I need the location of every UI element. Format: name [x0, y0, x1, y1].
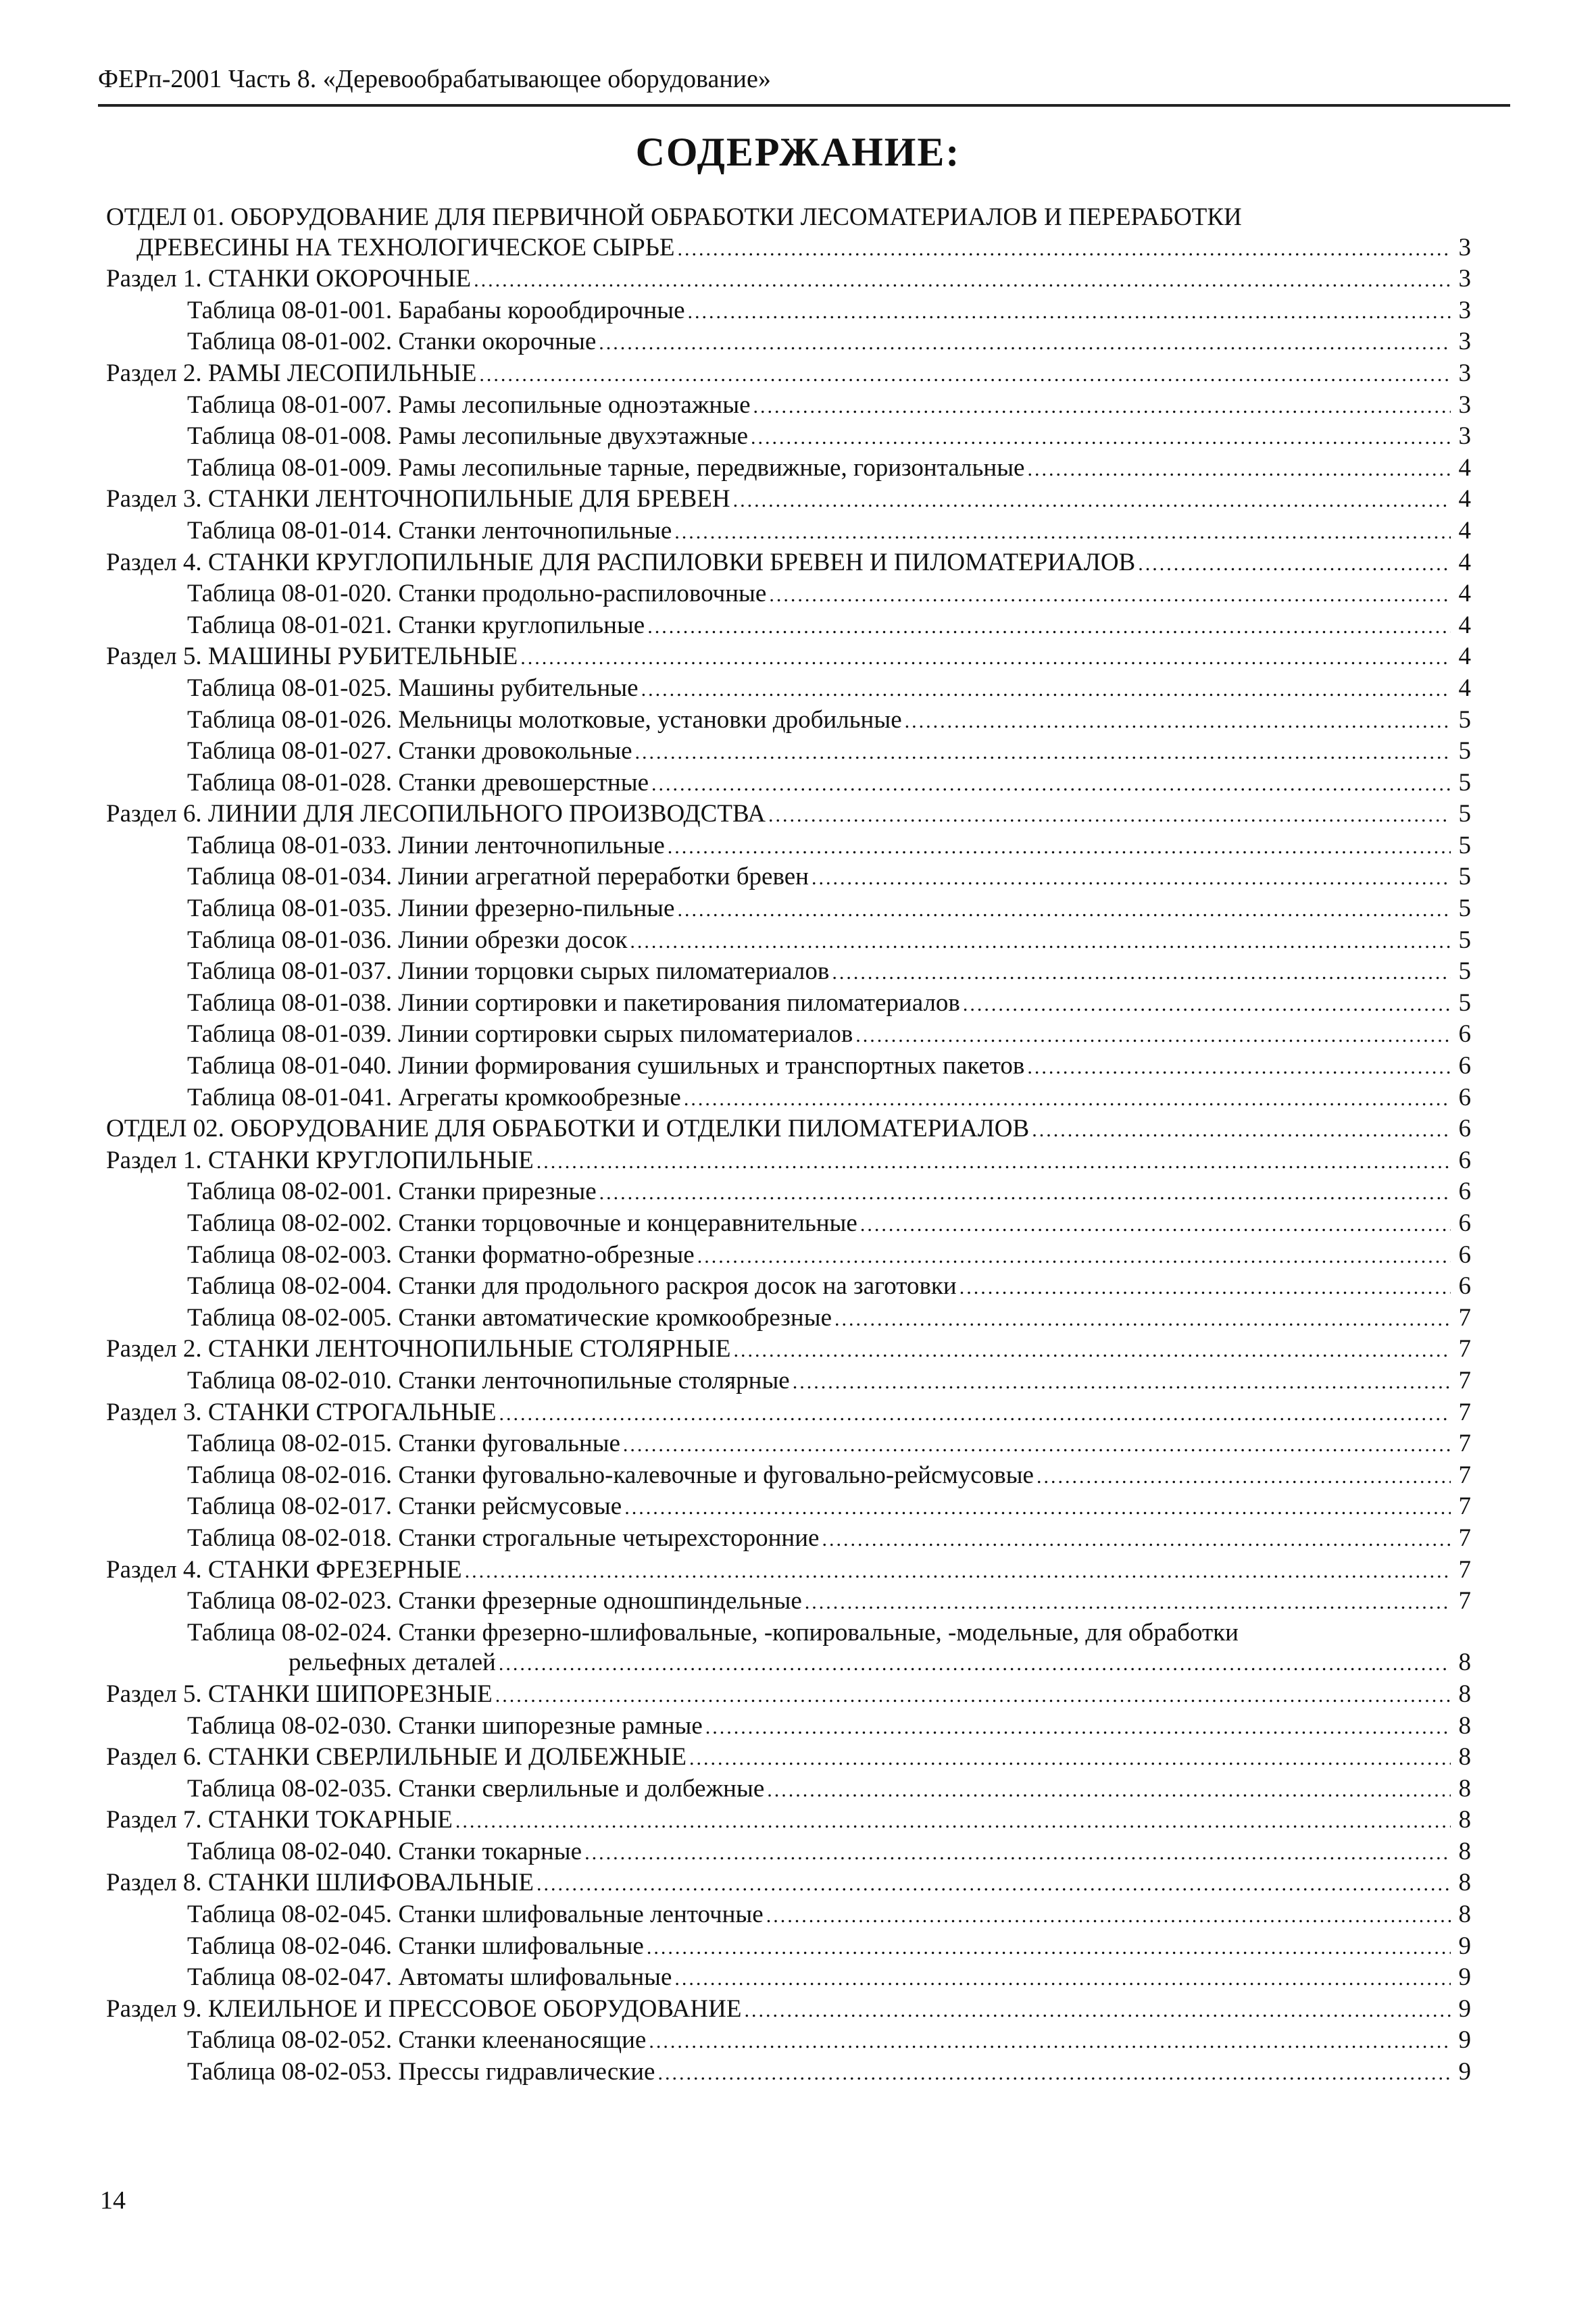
- dot-leader: [674, 518, 1451, 548]
- toc-page-number: 8: [1458, 1901, 1471, 1929]
- toc-page-number: 5: [1458, 768, 1471, 797]
- toc-table-entry[interactable]: [106, 453, 1471, 485]
- toc-entry-label: Таблица 08-01-037. Линии торцовки сырых пиломатериалов: [187, 957, 830, 986]
- toc-section-entry[interactable]: [106, 1680, 1471, 1711]
- toc-table-entry[interactable]: [106, 391, 1471, 422]
- toc-page-number: 5: [1458, 895, 1471, 923]
- toc-page-number: 5: [1458, 705, 1471, 734]
- dot-leader: [793, 1367, 1451, 1398]
- toc-section-entry[interactable]: [106, 1398, 1471, 1430]
- dot-leader: [766, 1901, 1451, 1932]
- toc-entry-label: Раздел 6. СТАНКИ СВЕРЛИЛЬНЫЕ И ДОЛБЕЖНЫЕ: [106, 1743, 687, 1771]
- toc-table-entry[interactable]: [106, 2026, 1471, 2057]
- toc-table-entry[interactable]: [106, 422, 1471, 453]
- toc-page-number: 6: [1458, 1209, 1471, 1237]
- dot-leader: [733, 486, 1451, 516]
- dot-leader: [657, 2059, 1451, 2089]
- toc-entry-label: Раздел 1. СТАНКИ ОКОРОЧНЫЕ: [106, 265, 472, 293]
- toc-section-entry[interactable]: [106, 1994, 1471, 2026]
- dot-leader: [767, 1776, 1451, 1806]
- toc-section-entry[interactable]: [106, 1868, 1471, 1900]
- dot-leader: [822, 1525, 1451, 1555]
- toc-table-entry[interactable]: [106, 1303, 1471, 1335]
- toc-entry-label: Таблица 08-02-016. Станки фуговально-калевочные и фуговально-рейсмусовые: [187, 1461, 1034, 1489]
- dot-leader: [630, 927, 1451, 957]
- toc-table-entry[interactable]: [106, 1837, 1471, 1869]
- toc-page-number: 7: [1458, 1430, 1471, 1458]
- toc-table-entry[interactable]: [106, 1492, 1471, 1524]
- dot-leader: [697, 1242, 1451, 1272]
- toc-page-number: 6: [1458, 1178, 1471, 1206]
- toc-page-number: 6: [1458, 1052, 1471, 1080]
- toc-table-entry[interactable]: [106, 1051, 1471, 1083]
- toc-table-entry[interactable]: [106, 1461, 1471, 1492]
- toc-entry-label: Таблица 08-01-009. Рамы лесопильные тарные, передвижные, горизонтальные: [187, 453, 1025, 482]
- toc-table-entry[interactable]: [106, 705, 1471, 737]
- dot-leader: [832, 958, 1451, 988]
- toc-page-number: 3: [1458, 233, 1471, 261]
- toc-page-number: 8: [1458, 1869, 1471, 1897]
- toc-page-number: 7: [1458, 1366, 1471, 1394]
- dot-leader: [959, 1273, 1451, 1303]
- toc-entry-label: Таблица 08-01-001. Барабаны корообдирочные: [187, 296, 685, 324]
- toc-page-number: 7: [1458, 1555, 1471, 1584]
- toc-entry-label: Таблица 08-01-020. Станки продольно-распиловочные: [187, 580, 767, 608]
- toc-entry-label-continued: рельефных деталей: [289, 1649, 496, 1677]
- toc-page-number: 8: [1458, 1711, 1471, 1740]
- toc-entry-label: Таблица 08-01-035. Линии фрезерно-пильные: [187, 895, 675, 923]
- toc-entry-label: Таблица 08-02-001. Станки прирезные: [187, 1178, 597, 1206]
- toc-entry-label: Таблица 08-02-005. Станки автоматические кромкообрезные: [187, 1303, 832, 1332]
- toc-entry-label: Таблица 08-01-026. Мельницы молотковые, установки дробильные: [187, 705, 902, 734]
- toc-entry-label: Раздел 7. СТАНКИ ТОКАРНЫЕ: [106, 1806, 453, 1834]
- dot-leader: [495, 1681, 1451, 1711]
- dot-leader: [499, 1649, 1451, 1680]
- toc-entry-label: Раздел 4. СТАНКИ КРУГЛОПИЛЬНЫЕ ДЛЯ РАСПИЛОВКИ БРЕВЕН И ПИЛОМАТЕРИАЛОВ: [106, 548, 1136, 576]
- toc-entry-label: Таблица 08-02-052. Станки клеенаносящие: [187, 2026, 647, 2055]
- toc-entry-label: Таблица 08-02-004. Станки для продольного раскроя досок на заготовки: [187, 1272, 957, 1301]
- toc-entry-label: Таблица 08-02-035. Станки сверлильные и долбежные: [187, 1774, 765, 1803]
- toc-table-entry[interactable]: [106, 1240, 1471, 1272]
- dot-leader: [584, 1838, 1451, 1869]
- toc-entry-label: Раздел 1. СТАНКИ КРУГЛОПИЛЬНЫЕ: [106, 1146, 534, 1174]
- dot-leader: [1027, 1053, 1451, 1083]
- toc-page-number: 8: [1458, 1806, 1471, 1834]
- toc-page-number: 8: [1458, 1743, 1471, 1771]
- toc-page-number: 5: [1458, 926, 1471, 954]
- toc-page-number: 5: [1458, 831, 1471, 859]
- toc-page-number: 6: [1458, 1020, 1471, 1049]
- dot-leader: [635, 738, 1451, 768]
- dot-leader: [733, 1336, 1451, 1366]
- toc-table-entry[interactable]: [106, 957, 1471, 988]
- toc-page-number: 4: [1458, 548, 1471, 576]
- toc-section-entry[interactable]: [106, 642, 1471, 674]
- page-title: СОДЕРЖАНИЕ:: [635, 130, 961, 174]
- toc-section-entry[interactable]: [106, 1146, 1471, 1178]
- toc-page-number: 4: [1458, 580, 1471, 608]
- dot-leader: [641, 675, 1451, 705]
- toc-page-number: 9: [1458, 1994, 1471, 2023]
- toc-table-entry[interactable]: [106, 768, 1471, 800]
- toc-entry-label: Таблица 08-02-040. Станки токарные: [187, 1837, 582, 1865]
- toc-page-number: 6: [1458, 1240, 1471, 1269]
- toc-page-number: 7: [1458, 1524, 1471, 1552]
- toc-table-entry[interactable]: [106, 831, 1471, 863]
- toc-page-number: 7: [1458, 1398, 1471, 1426]
- toc-entry-label: Таблица 08-01-008. Рамы лесопильные двухэтажные: [187, 422, 749, 451]
- toc-entry-label: Таблица 08-01-034. Линии агрегатной переработки бревен: [187, 863, 809, 891]
- toc-entry-label: Таблица 08-02-015. Станки фуговальные: [187, 1430, 620, 1458]
- toc-page-number: 8: [1458, 1649, 1471, 1677]
- page-number: 14: [100, 2186, 126, 2215]
- toc-entry-label: Таблица 08-01-027. Станки дровокольные: [187, 737, 632, 765]
- dot-leader: [678, 234, 1451, 265]
- dot-leader: [705, 1713, 1451, 1743]
- toc-entry-label: Раздел 8. СТАНКИ ШЛИФОВАЛЬНЫЕ: [106, 1869, 534, 1897]
- dot-leader: [455, 1807, 1451, 1837]
- toc-entry-label: Таблица 08-01-036. Линии обрезки досок: [187, 926, 628, 954]
- toc-entry-label: Таблица 08-01-028. Станки древошерстные: [187, 768, 649, 797]
- dot-leader: [647, 612, 1451, 643]
- dot-leader: [624, 1493, 1451, 1524]
- toc-table-entry[interactable]: [106, 674, 1471, 705]
- toc-page-number: 8: [1458, 1837, 1471, 1865]
- dot-leader: [1027, 455, 1451, 485]
- toc-entry-label: Таблица 08-02-017. Станки рейсмусовые: [187, 1492, 622, 1521]
- toc-table-entry[interactable]: [106, 1083, 1471, 1115]
- toc-table-entry[interactable]: [106, 1429, 1471, 1461]
- dot-leader: [1037, 1462, 1451, 1492]
- toc-page-number: 9: [1458, 1963, 1471, 1992]
- dot-leader: [688, 297, 1451, 328]
- dot-leader: [834, 1305, 1451, 1335]
- toc-table-entry[interactable]: [106, 1272, 1471, 1303]
- toc-section-entry[interactable]: [106, 548, 1471, 580]
- toc-page-number: 4: [1458, 611, 1471, 639]
- toc-entry-label: Раздел 6. ЛИНИИ ДЛЯ ЛЕСОПИЛЬНОГО ПРОИЗВОДСТВА: [106, 800, 766, 828]
- toc-section-entry[interactable]: [106, 1334, 1471, 1366]
- toc-page-number: 5: [1458, 863, 1471, 891]
- dot-leader: [465, 1557, 1451, 1587]
- toc-page-number: 9: [1458, 2058, 1471, 2086]
- toc-table-entry[interactable]: [106, 736, 1471, 768]
- toc-entry-label: Таблица 08-02-030. Станки шипорезные рамные: [187, 1711, 703, 1740]
- dot-leader: [623, 1430, 1451, 1461]
- toc-table-entry[interactable]: [106, 1963, 1471, 1994]
- toc-entry-label: Таблица 08-01-002. Станки окорочные: [187, 328, 597, 356]
- toc-section-entry[interactable]: [106, 484, 1471, 516]
- toc-entry-label: Раздел 4. СТАНКИ ФРЕЗЕРНЫЕ: [106, 1555, 462, 1584]
- toc-entry-label: Таблица 08-02-010. Станки ленточнопильные столярные: [187, 1366, 790, 1394]
- toc-table-entry[interactable]: [106, 579, 1471, 611]
- toc-table-entry[interactable]: [106, 611, 1471, 643]
- toc-page-number: 4: [1458, 516, 1471, 545]
- toc-page-number: 7: [1458, 1303, 1471, 1332]
- dot-leader: [963, 990, 1451, 1020]
- toc-table-entry[interactable]: [106, 988, 1471, 1020]
- toc-page-number: 7: [1458, 1492, 1471, 1521]
- toc-page-number: 5: [1458, 988, 1471, 1017]
- toc-entry-label: Таблица 08-01-041. Агрегаты кромкообрезные: [187, 1083, 681, 1111]
- toc-page-number: 7: [1458, 1587, 1471, 1615]
- toc-entry-label: Таблица 08-01-040. Линии формирования сушильных и транспортных пакетов: [187, 1052, 1025, 1080]
- dot-leader: [674, 1964, 1451, 1994]
- toc-part-entry[interactable]: [106, 203, 1471, 264]
- toc-page-number: 4: [1458, 485, 1471, 513]
- toc-entry-label: Таблица 08-02-003. Станки форматно-обрезные: [187, 1240, 695, 1269]
- dot-leader: [520, 643, 1451, 674]
- toc-section-entry[interactable]: [106, 264, 1471, 296]
- dot-leader: [651, 770, 1451, 800]
- toc-table-entry[interactable]: [106, 1209, 1471, 1240]
- toc-entry-label: Таблица 08-01-039. Линии сортировки сырых пиломатериалов: [187, 1020, 853, 1049]
- table-of-contents: [106, 203, 1471, 2089]
- dot-leader: [537, 1147, 1451, 1178]
- toc-entry-label: Раздел 2. РАМЫ ЛЕСОПИЛЬНЫЕ: [106, 359, 477, 387]
- dot-leader: [1138, 549, 1451, 580]
- toc-section-entry[interactable]: [106, 359, 1471, 391]
- dot-leader: [668, 832, 1451, 863]
- toc-page-number: 5: [1458, 737, 1471, 765]
- toc-table-entry[interactable]: [106, 1774, 1471, 1806]
- toc-page-number: 7: [1458, 1335, 1471, 1363]
- toc-entry-label-continued: ДРЕВЕСИНЫ НА ТЕХНОЛОГИЧЕСКОЕ СЫРЬЕ: [136, 233, 675, 261]
- toc-page-number: 3: [1458, 265, 1471, 293]
- dot-leader: [805, 1588, 1451, 1618]
- toc-section-entry[interactable]: [106, 1742, 1471, 1774]
- toc-entry-label: Таблица 08-01-014. Станки ленточнопильные: [187, 516, 672, 545]
- toc-section-entry[interactable]: [106, 1805, 1471, 1837]
- toc-entry-label: Раздел 2. СТАНКИ ЛЕНТОЧНОПИЛЬНЫЕ СТОЛЯРНЫЕ: [106, 1335, 731, 1363]
- toc-page-number: 4: [1458, 453, 1471, 482]
- toc-entry-label: Таблица 08-02-002. Станки торцовочные и концеравнительные: [187, 1209, 857, 1237]
- toc-entry-label: Таблица 08-02-024. Станки фрезерно-шлифовальные, -копировальные, -модельные, для обработки: [187, 1618, 1239, 1646]
- toc-entry-label: Раздел 5. МАШИНЫ РУБИТЕЛЬНЫЕ: [106, 643, 518, 671]
- toc-entry-label: Таблица 08-01-038. Линии сортировки и пакетирования пиломатериалов: [187, 988, 960, 1017]
- toc-page-number: 5: [1458, 957, 1471, 986]
- dot-leader: [1032, 1115, 1451, 1146]
- toc-table-entry[interactable]: [106, 1366, 1471, 1398]
- dot-leader: [753, 392, 1451, 422]
- toc-entry-label: Таблица 08-02-047. Автоматы шлифовальные: [187, 1963, 672, 1992]
- dot-leader: [905, 707, 1451, 737]
- dot-leader: [751, 423, 1451, 453]
- toc-entry-label: Раздел 5. СТАНКИ ШИПОРЕЗНЫЕ: [106, 1680, 493, 1708]
- toc-page-number: 3: [1458, 328, 1471, 356]
- toc-entry-label: ОТДЕЛ 01. ОБОРУДОВАНИЕ ДЛЯ ПЕРВИЧНОЙ ОБРАБОТКИ ЛЕСОМАТЕРИАЛОВ И ПЕРЕРАБОТКИ: [106, 203, 1242, 231]
- dot-leader: [599, 1178, 1451, 1209]
- toc-entry-label: Таблица 08-02-023. Станки фрезерные одношпиндельные: [187, 1587, 802, 1615]
- toc-page-number: 4: [1458, 674, 1471, 702]
- toc-page-number: 3: [1458, 359, 1471, 387]
- dot-leader: [649, 2027, 1451, 2057]
- toc-entry-label: ОТДЕЛ 02. ОБОРУДОВАНИЕ ДЛЯ ОБРАБОТКИ И ОТДЕЛКИ ПИЛОМАТЕРИАЛОВ: [106, 1115, 1030, 1143]
- toc-entry-label: Таблица 08-01-025. Машины рубительные: [187, 674, 639, 702]
- toc-entry-label: Таблица 08-01-033. Линии ленточнопильные: [187, 831, 665, 859]
- dot-leader: [812, 863, 1451, 894]
- dot-leader: [599, 328, 1451, 359]
- toc-table-entry[interactable]: [106, 327, 1471, 359]
- toc-page-number: 3: [1458, 296, 1471, 324]
- dot-leader: [855, 1021, 1451, 1051]
- dot-leader: [647, 1933, 1451, 1963]
- dot-leader: [860, 1210, 1451, 1240]
- dot-leader: [479, 360, 1451, 391]
- toc-table-entry[interactable]: [106, 2057, 1471, 2089]
- dot-leader: [499, 1399, 1451, 1430]
- toc-entry-label: Раздел 3. СТАНКИ СТРОГАЛЬНЫЕ: [106, 1398, 497, 1426]
- toc-table-entry[interactable]: [106, 1020, 1471, 1051]
- toc-page-number: 3: [1458, 391, 1471, 419]
- toc-table-entry[interactable]: [106, 1711, 1471, 1743]
- toc-entry-label: Таблица 08-01-007. Рамы лесопильные одноэтажные: [187, 391, 751, 419]
- toc-entry-label: Таблица 08-02-045. Станки шлифовальные ленточные: [187, 1901, 764, 1929]
- running-header: ФЕРп-2001 Часть 8. «Деревообрабатывающее оборудование»: [98, 65, 771, 93]
- toc-page-number: 6: [1458, 1272, 1471, 1301]
- toc-table-entry[interactable]: [106, 894, 1471, 926]
- toc-entry-label: Таблица 08-02-018. Станки строгальные четырехсторонние: [187, 1524, 820, 1552]
- toc-entry-label: Таблица 08-01-021. Станки круглопильные: [187, 611, 645, 639]
- toc-page-number: 8: [1458, 1680, 1471, 1708]
- toc-page-number: 4: [1458, 643, 1471, 671]
- toc-table-entry[interactable]: [106, 1618, 1471, 1680]
- toc-table-entry[interactable]: [106, 1177, 1471, 1209]
- toc-part-entry[interactable]: [106, 1114, 1471, 1146]
- dot-leader: [744, 1996, 1451, 2026]
- toc-table-entry[interactable]: [106, 926, 1471, 957]
- toc-table-entry[interactable]: [106, 1900, 1471, 1932]
- toc-page-number: 8: [1458, 1774, 1471, 1803]
- toc-table-entry[interactable]: [106, 862, 1471, 894]
- toc-page-number: 6: [1458, 1115, 1471, 1143]
- toc-page-number: 3: [1458, 422, 1471, 451]
- toc-entry-label: Раздел 3. СТАНКИ ЛЕНТОЧНОПИЛЬНЫЕ ДЛЯ БРЕВЕН: [106, 485, 730, 513]
- toc-page-number: 5: [1458, 800, 1471, 828]
- toc-entry-label: Раздел 9. КЛЕИЛЬНОЕ И ПРЕССОВОЕ ОБОРУДОВАНИЕ: [106, 1994, 742, 2023]
- toc-page-number: 6: [1458, 1083, 1471, 1111]
- toc-page-number: 9: [1458, 2026, 1471, 2055]
- toc-table-entry[interactable]: [106, 516, 1471, 548]
- toc-table-entry[interactable]: [106, 1524, 1471, 1555]
- dot-leader: [689, 1744, 1451, 1774]
- toc-section-entry[interactable]: [106, 799, 1471, 831]
- toc-table-entry[interactable]: [106, 1586, 1471, 1618]
- toc-table-entry[interactable]: [106, 296, 1471, 328]
- toc-page-number: 6: [1458, 1146, 1471, 1174]
- toc-page-number: 7: [1458, 1461, 1471, 1489]
- toc-entry-label: Таблица 08-02-053. Прессы гидравлические: [187, 2058, 655, 2086]
- header-rule: [98, 104, 1510, 107]
- toc-table-entry[interactable]: [106, 1932, 1471, 1963]
- dot-leader: [684, 1084, 1451, 1115]
- dot-leader: [474, 266, 1451, 296]
- toc-section-entry[interactable]: [106, 1555, 1471, 1587]
- dot-leader: [677, 895, 1451, 926]
- toc-page-number: 9: [1458, 1932, 1471, 1960]
- dot-leader: [768, 801, 1451, 831]
- dot-leader: [537, 1869, 1451, 1900]
- toc-entry-label: Таблица 08-02-046. Станки шлифовальные: [187, 1932, 644, 1960]
- dot-leader: [769, 580, 1451, 611]
